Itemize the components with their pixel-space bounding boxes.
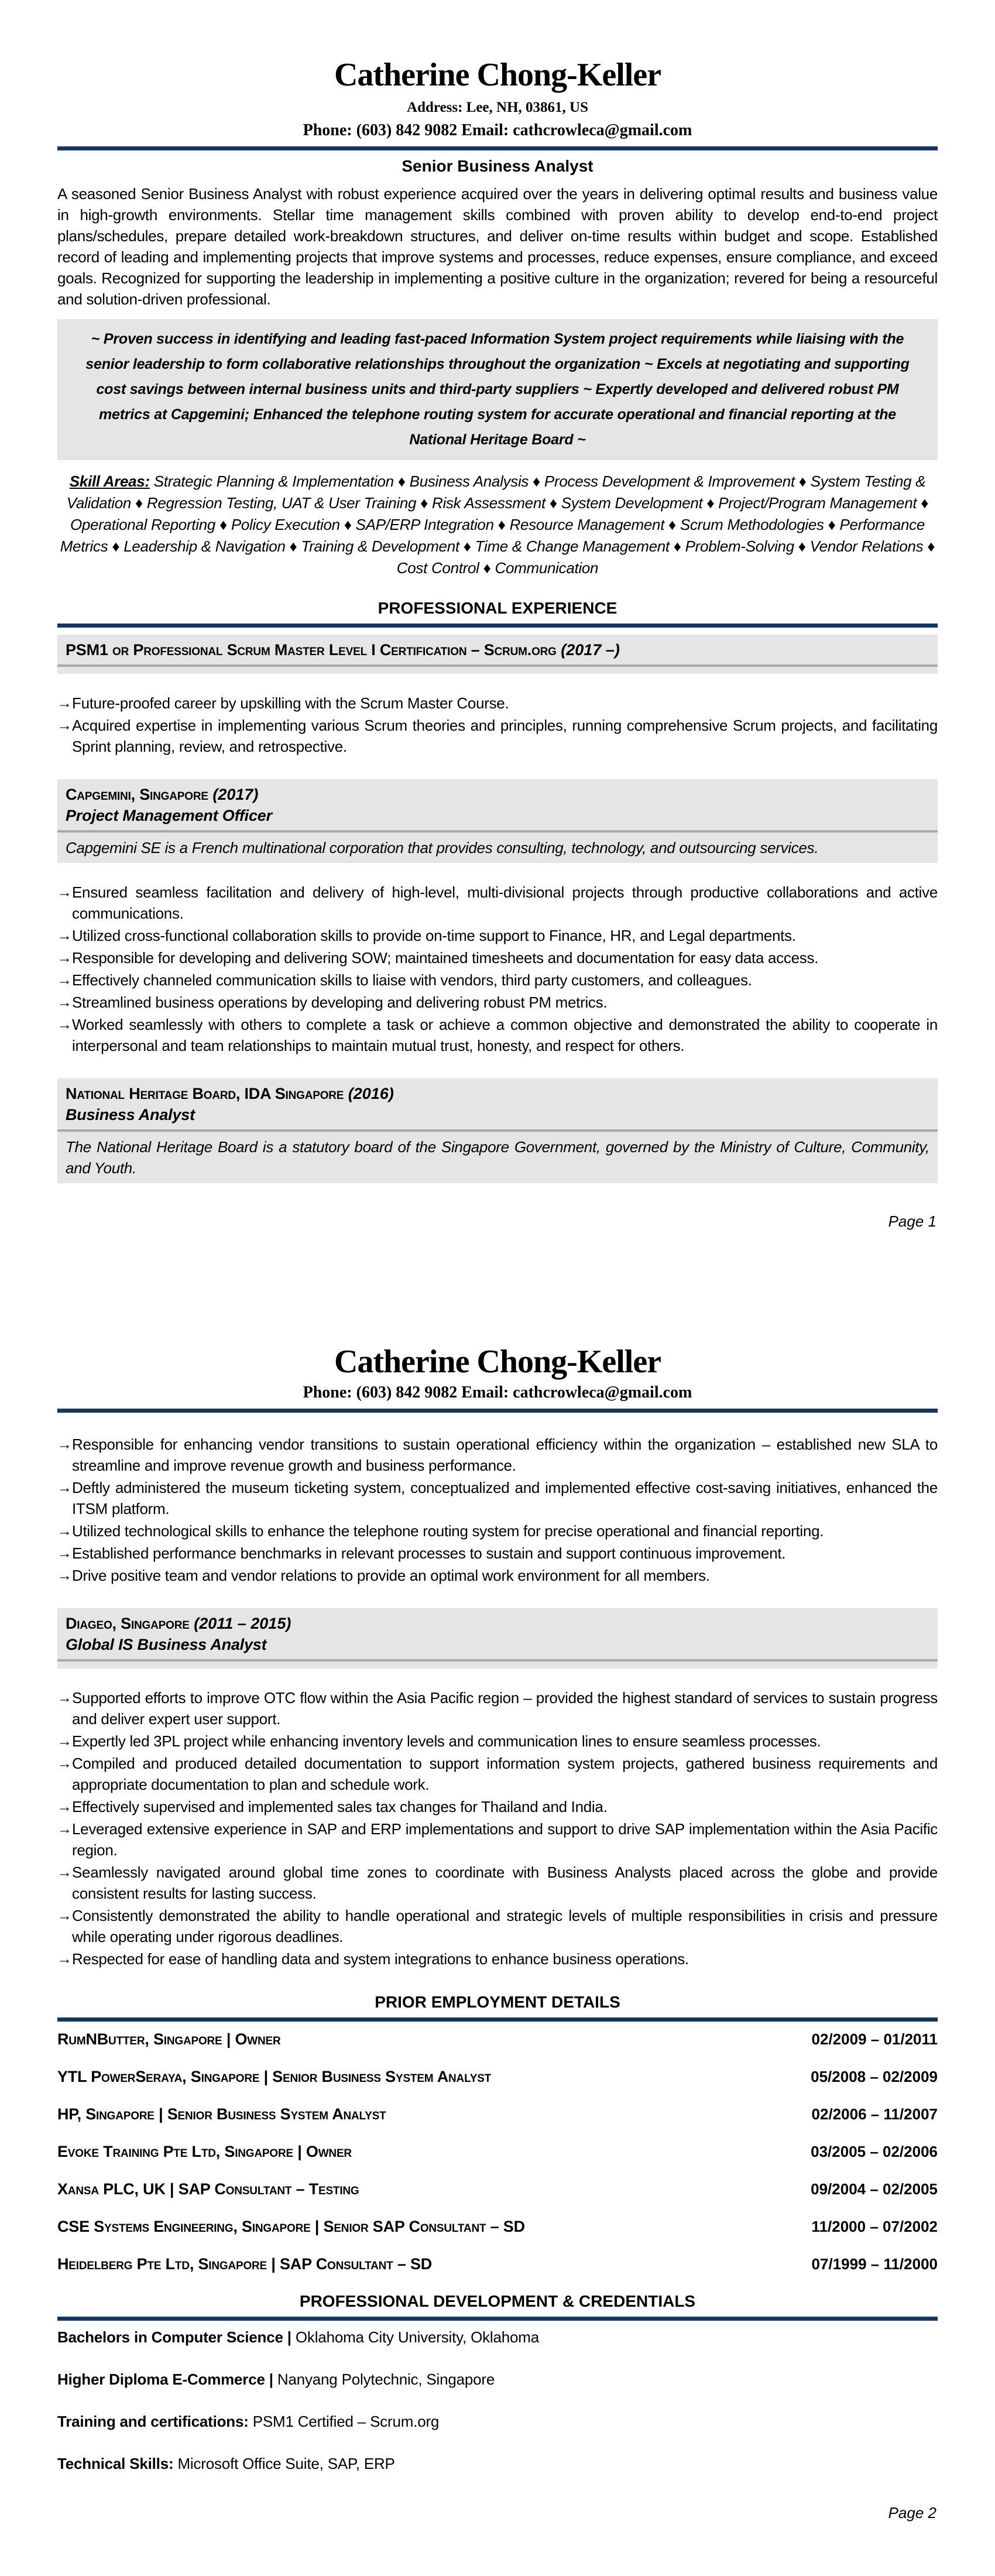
headline-role: Senior Business Analyst [402,157,593,176]
arrow-bullet-icon: → [57,1479,72,1496]
bullet-item: → Worked seamlessly with others to complete a task or achieve a common objective and demonstrated the ability to cooperate in interpersonal and team relationships to maintain mutual trust, honesty, and respect for others. [57,1014,938,1056]
skill-areas-label: Skill Areas: [69,472,150,491]
arrow-bullet-icon: → [57,1951,72,1968]
prior-employment-list [57,2030,938,2273]
arrow-bullet-icon: → [57,1733,72,1750]
section-heading-development: PROFESSIONAL DEVELOPMENT & CREDENTIALS [299,2292,696,2311]
bullet-item: → Expertly led 3PL project while enhancing inventory levels and communication lines to ensure seamless processes. [57,1731,938,1752]
skill-areas-list: Strategic Planning & Implementation ♦ Business Analysis ♦ Process Development & Improvement ♦ System Testing & Validation ♦ Regression Testing, UAT & User Training ♦ Risk Assessment ♦ System Development ♦ Project/Program Management ♦ Operational Reporting ♦ Policy Execution ♦ SAP/ERP Integration ♦ Resource Management ♦ Scrum Methodologies ♦ Performance Metrics ♦ Leadership & Navigation ♦ Training & Development ♦ Time & Change Management ♦ Problem-Solving ♦ Vendor Relations ♦ Cost Control ♦ Communication [60,472,935,577]
credential-label: Technical Skills: [57,2455,174,2473]
company-name: Diageo, Singapore [66,1615,190,1633]
experience-bullets-national-heritage-board [57,1434,938,1586]
employment-position: RumNButter, Singapore | Owner [57,2030,281,2049]
resume-page-2 [0,1259,995,2576]
credential-value: Nanyang Polytechnic, Singapore [277,2371,495,2389]
company-dates: (2017) [212,786,259,804]
skill-areas [57,471,938,579]
credential-row [57,2328,938,2347]
bullet-item: → Acquired expertise in implementing various Scrum theories and principles, running comprehensive Scrum projects, and facilitating Sprint planning, review, and retrospective. [57,715,938,757]
bullet-item: → Leveraged extensive experience in SAP and ERP implementations and support to drive SAP implementation within the Asia Pacific region. [57,1818,938,1861]
employment-dates: 02/2006 – 11/2007 [811,2105,938,2123]
arrow-bullet-icon: → [57,1545,72,1562]
resume-page-1 [0,0,995,1259]
experience-bullets-capgemini [57,882,938,1056]
company-name: PSM1 or Professional Scrum Master Level I Certification – Scrum.org [66,641,557,659]
arrow-bullet-icon: → [57,1755,72,1772]
bullet-item: → Utilized cross-functional collaboration skills to provide on-time support to Finance, HR, and Legal departments. [57,925,938,946]
credential-value: Microsoft Office Suite, SAP, ERP [177,2455,395,2473]
bullet-item: → Respected for ease of handling data and system integrations to enhance business operations. [57,1948,938,1969]
employment-dates: 09/2004 – 02/2005 [811,2180,938,2198]
arrow-bullet-icon: → [57,927,72,944]
section-heading-prior-employment: PRIOR EMPLOYMENT DETAILS [375,1993,620,2012]
bullet-item: → Effectively channeled communication skills to liaise with vendors, third party customers, and colleagues. [57,970,938,991]
arrow-bullet-icon: → [57,1690,72,1707]
bullet-item: → Consistently demonstrated the ability to handle operational and strategic levels of multiple responsibilities in crisis and pressure while operating under rigorous deadlines. [57,1905,938,1947]
employment-row [57,2067,938,2086]
job-title: Project Management Officer [66,807,272,825]
employment-row [57,2105,938,2123]
section-divider-rule [57,2017,938,2022]
employment-dates: 03/2005 – 02/2006 [811,2143,938,2161]
company-dates: (2016) [348,1085,394,1103]
credential-value: PSM1 Certified – Scrum.org [252,2413,440,2431]
employment-row [57,2217,938,2236]
header-divider-rule [57,1409,938,1413]
bullet-item: → Utilized technological skills to enhance the telephone routing system for precise operational and financial reporting. [57,1520,938,1542]
section-divider-rule [57,2317,938,2321]
candidate-name: Catherine Chong-Keller [334,57,661,93]
arrow-bullet-icon: → [57,1567,72,1584]
page-number-1: Page 1 [888,1212,936,1230]
arrow-bullet-icon: → [57,972,72,989]
employment-dates: 02/2009 – 01/2011 [811,2030,938,2049]
credential-row [57,2412,938,2431]
bullet-item: → Drive positive team and vendor relations to provide an optimal work environment for all members. [57,1565,938,1586]
credentials-list [57,2328,938,2473]
credential-value: Oklahoma City University, Oklahoma [295,2328,539,2347]
section-divider-rule [57,624,938,628]
company-name: Capgemini, Singapore [66,786,208,804]
employment-dates: 11/2000 – 07/2002 [811,2218,938,2236]
company-name: National Heritage Board, IDA Singapore [66,1085,344,1103]
experience-bullets-psm1 [57,693,938,757]
bullet-item: → Deftly administered the museum ticketing system, conceptualized and implemented effective cost-saving initiatives, enhanced the ITSM platform. [57,1477,938,1519]
company-description: Capgemini SE is a French multinational corporation that provides consulting, technology, and outsourcing services. [66,839,819,857]
employment-position: HP, Singapore | Senior Business System Analyst [57,2105,386,2123]
company-dates: (2011 – 2015) [194,1615,291,1633]
contact-phone-email: Phone: (603) 842 9082 Email: cathcrowleca@gmail.com [303,1383,692,1402]
experience-banner-national-heritage-board [57,1078,938,1183]
arrow-bullet-icon: → [57,884,72,901]
job-title: Business Analyst [66,1106,195,1124]
summary-paragraph: A seasoned Senior Business Analyst with robust experience acquired over the years in delivering optimal results and business value in high-growth environments. Stellar time management skills combined with proven ability to develop end-to-end project plans/schedules, prepare detailed work-breakdown structures, and deliver on-time results within budget and scope. Established record of leading and implementing projects that improve systems and processes, reduce expenses, ensure compliance, and exceed goals. Recognized for supporting the leadership in implementing a positive culture in the organization; revered for being a resourceful and solution-driven professional. [57,185,938,309]
bullet-item: → Future-proofed career by upskilling with the Scrum Master Course. [57,693,938,714]
employment-position: Evoke Training Pte Ltd, Singapore | Owner [57,2143,352,2161]
contact-phone-email: Phone: (603) 842 9082 Email: cathcrowleca@gmail.com [303,121,692,140]
employment-dates: 07/1999 – 11/2000 [811,2255,938,2273]
arrow-bullet-icon: → [57,1907,72,1924]
credential-row [57,2454,938,2473]
bullet-item: → Streamlined business operations by developing and delivering robust PM metrics. [57,992,938,1013]
bullet-item: → Seamlessly navigated around global time zones to coordinate with Business Analysts placed across the globe and provide consistent results for lasting success. [57,1862,938,1904]
arrow-bullet-icon: → [57,695,72,712]
bullet-item: → Effectively supervised and implemented sales tax changes for Thailand and India. [57,1796,938,1817]
experience-banner-capgemini [57,779,938,863]
employment-position: Xansa PLC, UK | SAP Consultant – Testing [57,2180,359,2198]
experience-banner-diageo [57,1608,938,1669]
contact-address: Address: Lee, NH, 03861, US [407,100,588,116]
company-dates: (2017 –) [561,641,620,659]
employment-position: CSE Systems Engineering, Singapore | Senior SAP Consultant – SD [57,2218,525,2236]
arrow-bullet-icon: → [57,1821,72,1838]
arrow-bullet-icon: → [57,1436,72,1453]
bullet-item: → Established performance benchmarks in relevant processes to sustain and support continuous improvement. [57,1543,938,1564]
bullet-item: → Supported efforts to improve OTC flow within the Asia Pacific region – provided the highest standard of services to sustain progress and deliver expert user support. [57,1687,938,1729]
arrow-bullet-icon: → [57,1523,72,1540]
credential-label: Training and certifications: [57,2413,249,2431]
employment-row [57,2030,938,2049]
arrow-bullet-icon: → [57,1864,72,1881]
header-divider-rule [57,146,938,150]
employment-dates: 05/2008 – 02/2009 [811,2068,938,2086]
bullet-item: → Ensured seamless facilitation and delivery of high-level, multi-divisional projects through productive collaborations and active communications. [57,882,938,924]
credential-label: Higher Diploma E-Commerce | [57,2371,273,2389]
experience-bullets-diageo [57,1687,938,1969]
employment-row [57,2142,938,2161]
highlights-quote: ~ Proven success in identifying and leading fast-paced Information System project requirements while liaising with the senior leadership to form collaborative relationships throughout the organization ~ Excels at negotiating and supporting cost savings between internal business units and third-party suppliers ~ Expertly developed and delivered robust PM metrics at Capgemini; Enhanced the telephone routing system for accurate operational and financial reporting at the National Heritage Board ~ [57,319,938,460]
arrow-bullet-icon: → [57,1016,72,1033]
experience-banner-psm1 [57,635,938,674]
credential-label: Bachelors in Computer Science | [57,2328,291,2347]
employment-row [57,2180,938,2198]
employment-row [57,2255,938,2273]
arrow-bullet-icon: → [57,994,72,1011]
employment-position: Heidelberg Pte Ltd, Singapore | SAP Consultant – SD [57,2255,433,2273]
arrow-bullet-icon: → [57,1799,72,1815]
job-title: Global IS Business Analyst [66,1636,267,1654]
bullet-item: → Compiled and produced detailed documentation to support information system projects, gathered business requirements and appropriate documentation to plan and schedule work. [57,1753,938,1795]
arrow-bullet-icon: → [57,950,72,967]
employment-position: YTL PowerSeraya, Singapore | Senior Business System Analyst [57,2068,492,2086]
section-heading-professional-experience: PROFESSIONAL EXPERIENCE [378,599,617,618]
credential-row [57,2370,938,2389]
candidate-name: Catherine Chong-Keller [334,1344,661,1380]
arrow-bullet-icon: → [57,717,72,734]
bullet-item: → Responsible for developing and delivering SOW; maintained timesheets and documentation for easy data access. [57,947,938,968]
page-number-2: Page 2 [888,2504,936,2522]
company-description: The National Heritage Board is a statutory board of the Singapore Government, governed by the Ministry of Culture, Community, and Youth. [66,1138,929,1177]
bullet-item: → Responsible for enhancing vendor transitions to sustain operational efficiency within the organization – established new SLA to streamline and improve revenue growth and business performance. [57,1434,938,1476]
